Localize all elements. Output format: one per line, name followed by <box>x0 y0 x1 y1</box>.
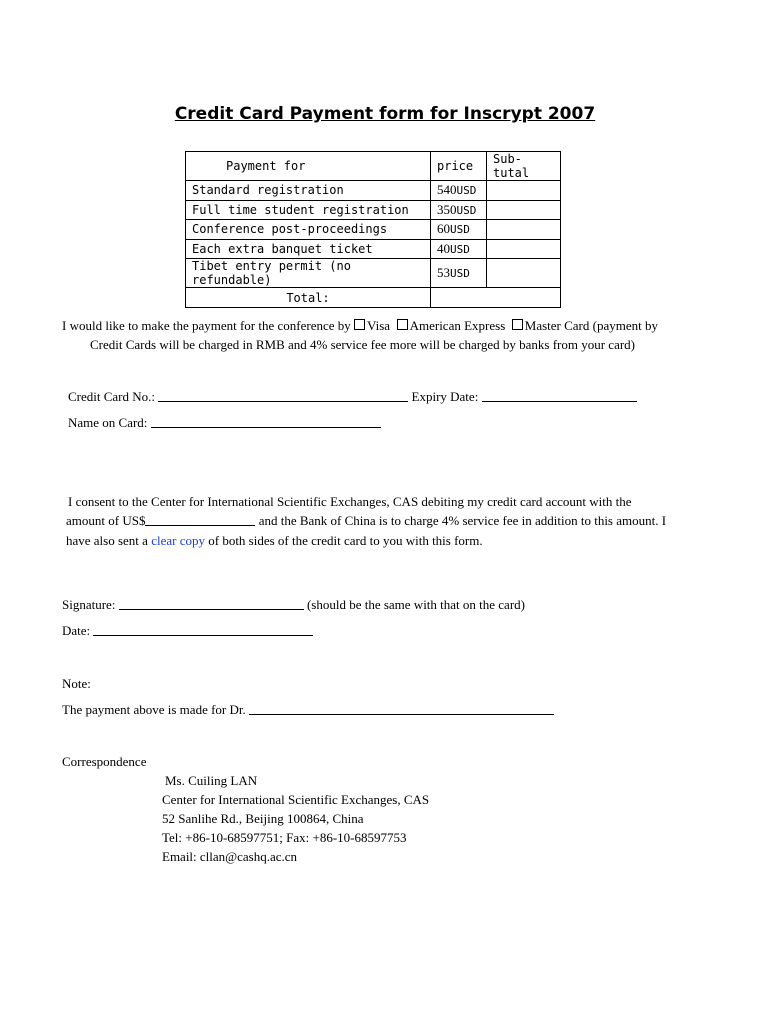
contact-address: 52 Sanlihe Rd., Beijing 100864, China <box>162 811 364 826</box>
card-name-line <box>68 415 381 431</box>
visa-checkbox[interactable] <box>354 319 365 330</box>
service-fee-note: Credit Cards will be charged in RMB and 4% service fee more will be charged by banks from your card) <box>90 337 635 352</box>
table-row <box>186 181 561 201</box>
row-subtotal-cell[interactable] <box>487 220 561 240</box>
expiry-field[interactable] <box>482 389 637 402</box>
signature-label: Signature: <box>62 597 116 612</box>
consent-line-2-rest: and the Bank of China is to charge 4% service fee in addition to this amount. I <box>258 513 667 528</box>
table-row <box>186 259 561 288</box>
fee-table <box>185 151 561 308</box>
clear-copy-link[interactable]: clear copy <box>151 533 205 548</box>
contact-phone-fax: Tel: +86-10-68597751; Fax: +86-10-68597753 <box>162 830 407 845</box>
consent-line-3-a: have also sent a <box>66 533 148 548</box>
total-label: Total: <box>186 288 431 308</box>
row-subtotal-cell[interactable] <box>487 200 561 220</box>
signature-line <box>62 597 525 613</box>
total-cell[interactable] <box>431 288 561 308</box>
contact-email[interactable]: Email: cllan@cashq.ac.cn <box>162 849 298 864</box>
consent-line-2 <box>66 513 666 529</box>
row-price: 60USD <box>431 220 487 240</box>
row-item: Tibet entry permit (no refundable) <box>186 259 431 288</box>
signature-field[interactable] <box>119 597 304 610</box>
consent-line-3-b: of both sides of the credit card to you with this form. <box>208 533 483 548</box>
row-price: 53USD <box>431 259 487 288</box>
form-title: Credit Card Payment form for Inscrypt 2007 <box>174 104 596 124</box>
row-price: 40USD <box>431 239 487 259</box>
expiry-label: Expiry Date: <box>411 389 479 404</box>
row-price: 350USD <box>431 200 487 220</box>
signature-note: (should be the same with that on the card) <box>306 597 525 612</box>
table-row <box>186 200 561 220</box>
row-price: 540USD <box>431 181 487 201</box>
note-label: Note: <box>62 676 91 691</box>
consent-line-1: I consent to the Center for International Scientific Exchanges, CAS debiting my credit card account with the <box>68 494 632 509</box>
header-price: price <box>431 152 487 181</box>
amex-checkbox[interactable] <box>397 319 408 330</box>
date-line <box>62 623 313 639</box>
row-item: Each extra banquet ticket <box>186 239 431 259</box>
amount-label: amount of US$ <box>66 513 146 528</box>
payment-for-label: The payment above is made for Dr. <box>62 702 246 717</box>
row-subtotal-cell[interactable] <box>487 239 561 259</box>
table-header-row <box>186 152 561 181</box>
header-payment-for: Payment for <box>186 152 431 181</box>
consent-line-3 <box>66 533 483 549</box>
payment-intro: I would like to make the payment for the conference by <box>62 318 351 333</box>
row-item: Standard registration <box>186 181 431 201</box>
contact-organization: Center for International Scientific Exchanges, CAS <box>162 792 430 807</box>
correspondence-label: Correspondence <box>62 754 147 769</box>
table-row <box>186 220 561 240</box>
amex-label: American Express <box>409 318 506 333</box>
payment-for-line <box>62 702 554 718</box>
card-number-label: Credit Card No.: <box>68 389 156 404</box>
row-item: Conference post-proceedings <box>186 220 431 240</box>
payment-method-line <box>62 318 658 334</box>
total-row <box>186 288 561 308</box>
mastercard-label: Master Card (payment by <box>524 318 658 333</box>
row-subtotal-cell[interactable] <box>487 259 561 288</box>
card-number-line <box>68 389 637 405</box>
row-item: Full time student registration <box>186 200 431 220</box>
card-number-field[interactable] <box>158 389 408 402</box>
contact-name: Ms. Cuiling LAN <box>165 773 258 788</box>
amount-field[interactable] <box>145 513 255 526</box>
mastercard-checkbox[interactable] <box>512 319 523 330</box>
date-label: Date: <box>62 623 91 638</box>
table-row <box>186 239 561 259</box>
doctor-name-field[interactable] <box>249 702 554 715</box>
card-name-field[interactable] <box>151 415 381 428</box>
card-name-label: Name on Card: <box>68 415 148 430</box>
header-subtotal: Sub-tutal <box>487 152 561 181</box>
visa-label: Visa <box>367 318 391 333</box>
row-subtotal-cell[interactable] <box>487 181 561 201</box>
date-field[interactable] <box>93 623 313 636</box>
